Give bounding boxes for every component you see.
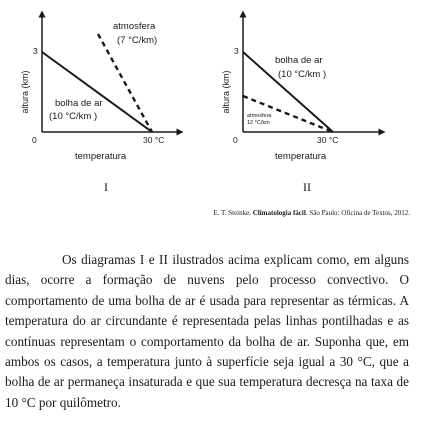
diagram-II-atmosphere-label-line1: atmosfera: [247, 113, 272, 119]
diagram-I-origin: 0: [32, 135, 37, 145]
diagram-II-bubble-label-line1: bolha de ar: [275, 55, 323, 66]
citation-publisher: . São Paulo: Oficina de Textos, 2012.: [305, 209, 410, 217]
diagram-I-x-axis-label: temperatura: [75, 151, 127, 162]
diagram-II-y-tick: 3: [234, 46, 239, 56]
diagram-I-y-tick: 3: [33, 46, 38, 56]
diagram-II-origin: 0: [233, 135, 238, 145]
diagram-II-x-tick: 30 °C: [317, 135, 339, 145]
diagram-I-caption: I: [104, 180, 108, 194]
diagram-II-y-axis-label: altura (km): [221, 70, 231, 114]
diagram-I: [20, 14, 180, 194]
diagram-II-atmosphere-label-line2: 12 °C/km: [247, 120, 270, 126]
citation-title: Climatologia fácil: [252, 209, 306, 217]
diagram-II-caption: II: [303, 180, 311, 194]
diagram-II-bubble-label-line2: (10 °C/km ): [278, 69, 327, 80]
diagram-II: [221, 14, 382, 194]
diagram-I-atmosphere-label-line2: (7 °C/km): [117, 35, 158, 46]
diagram-I-y-axis-label: altura (km): [20, 70, 30, 114]
diagram-I-atmosphere-line: [98, 34, 152, 132]
diagram-I-x-tick: 30 °C: [143, 135, 165, 145]
question-paragraph: Os diagramas I e II ilustrados acima explicam como, em alguns dias, ocorre a formação de nuvens pelo processo convectivo. O comportamento de uma bolha de ar é usada para representar as térmicas. A temperatura do ar circundante é representada pelas linhas pontilhadas e as contínuas representam o comportamento da bolha de ar. Suponha que, em ambos os casos, a temperatura junto à superfície seja igual a 30 °C, que a bolha de ar permaneça insaturada e que sua temperatura decresça na taxa de 10 °C por quilômetro.: [5, 252, 409, 410]
diagram-I-atmosphere-label-line1: atmosfera: [113, 21, 156, 32]
diagram-II-x-axis-label: temperatura: [275, 151, 327, 162]
citation-authors: E. T. Steinke.: [213, 209, 251, 217]
diagrams-figure: [0, 0, 434, 210]
diagram-I-bubble-label-line1: bolha de ar: [55, 98, 103, 109]
figure-citation: [213, 209, 410, 217]
diagram-I-bubble-label-line2: (10 °C/km ): [49, 111, 98, 122]
